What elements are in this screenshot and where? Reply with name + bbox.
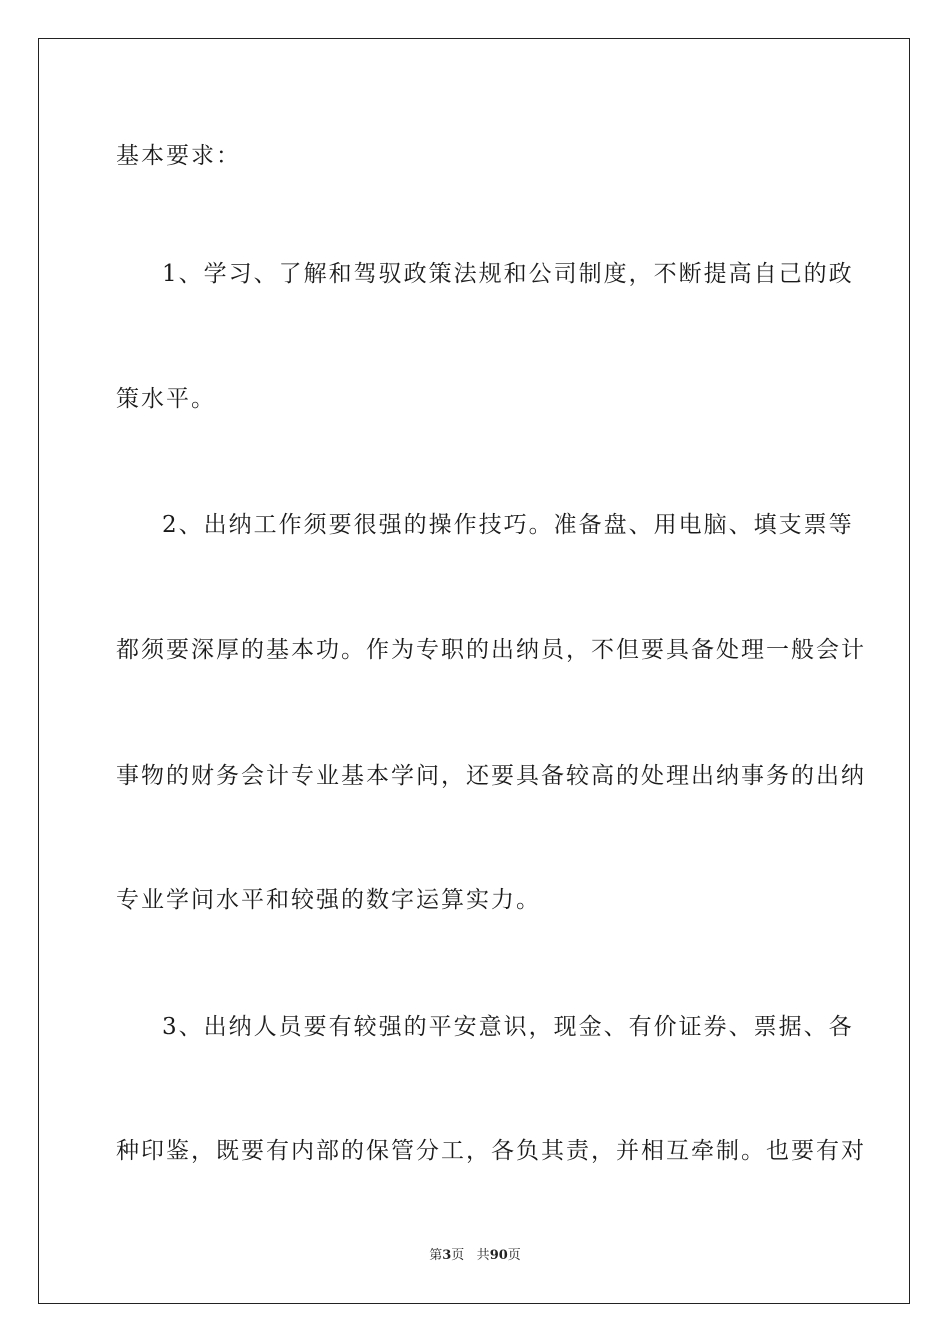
paragraph-line: 事物的财务会计专业基本学问，还要具备较高的处理出纳事务的出纳 bbox=[116, 763, 866, 789]
footer-page-suffix: 页 bbox=[451, 1248, 465, 1263]
paragraph-line: 种印鉴，既要有内部的保管分工，各负其责，并相互牵制。也要有对 bbox=[116, 1138, 866, 1164]
paragraph-line: 专业学问水平和较强的数字运算实力。 bbox=[116, 887, 541, 913]
page-border bbox=[38, 38, 910, 1304]
paragraph-line: 2、出纳工作须要很强的操作技巧。准备盘、用电脑、填支票等 bbox=[162, 512, 854, 538]
page-footer bbox=[0, 1247, 950, 1265]
footer-total-pages: 90 bbox=[489, 1248, 508, 1263]
paragraph-line: 1、学习、了解和驾驭政策法规和公司制度，不断提高自己的政 bbox=[162, 261, 854, 287]
paragraph-line: 3、出纳人员要有较强的平安意识，现金、有价证券、票据、各 bbox=[162, 1014, 854, 1040]
section-heading: 基本要求： bbox=[116, 143, 241, 169]
paragraph-line: 策水平。 bbox=[116, 386, 216, 412]
footer-total-suffix: 页 bbox=[507, 1248, 521, 1263]
footer-page-prefix: 第 bbox=[429, 1248, 443, 1263]
footer-total-prefix: 共 bbox=[476, 1248, 490, 1263]
footer-page-number: 3 bbox=[442, 1248, 452, 1263]
paragraph-line: 都须要深厚的基本功。作为专职的出纳员，不但要具备处理一般会计 bbox=[116, 637, 866, 663]
